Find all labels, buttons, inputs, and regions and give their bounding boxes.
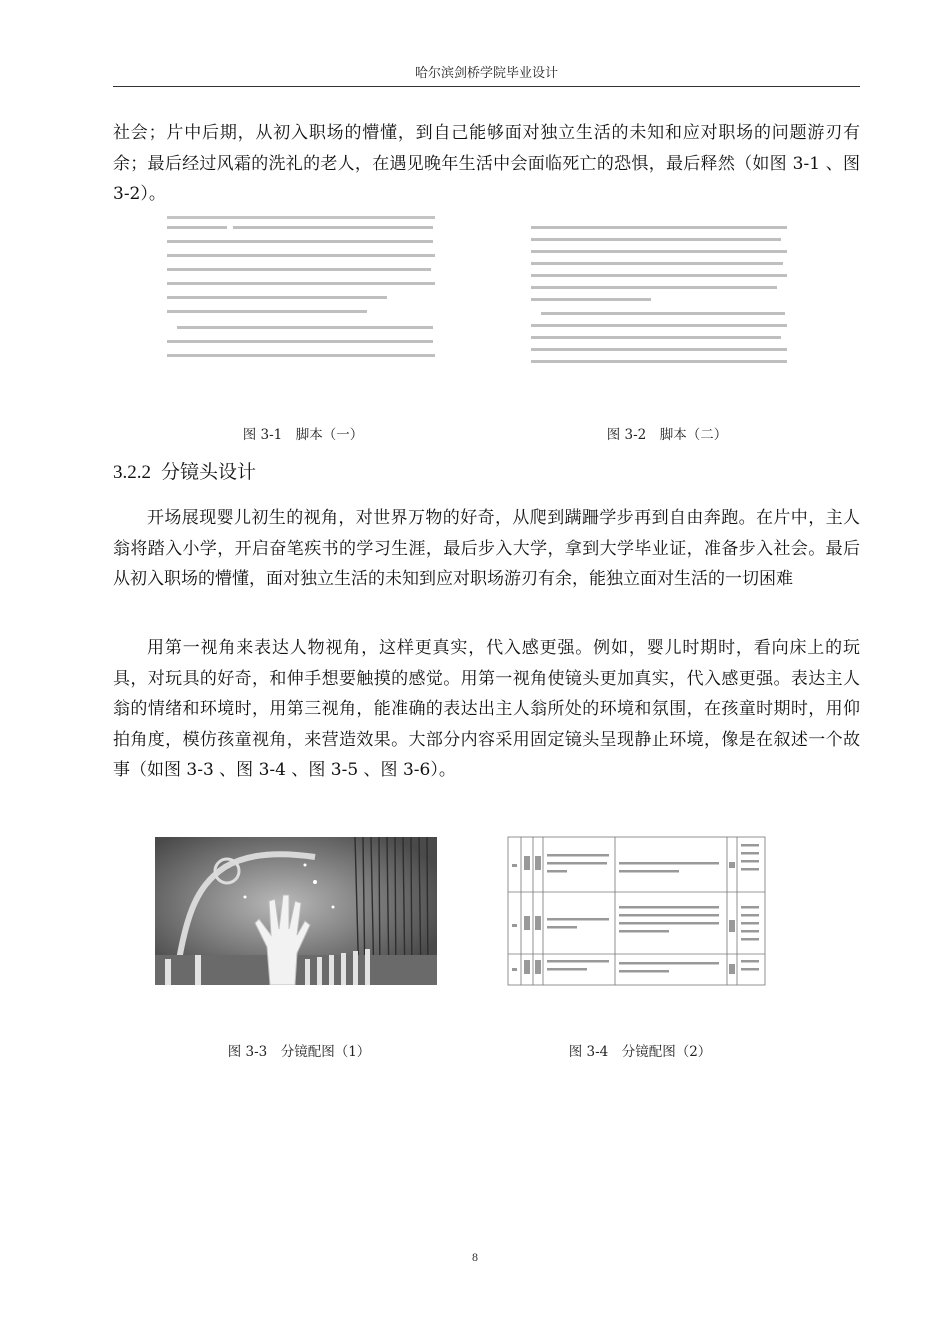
figure-caption-3-3: 图 3-3 分镜配图（1） xyxy=(227,1044,371,1060)
storyboard-image-2 xyxy=(507,836,766,986)
script-image-2 xyxy=(527,224,791,372)
section-heading xyxy=(113,457,256,484)
page-number: 8 xyxy=(472,1250,478,1264)
storyboard-image-1 xyxy=(155,837,437,985)
section-title: 分镜头设计 xyxy=(161,461,257,483)
figure-caption-3-1: 图 3-1 脚本（一） xyxy=(242,427,364,443)
figure-caption-3-2: 图 3-2 脚本（二） xyxy=(606,427,728,443)
paragraph-2: 开场展现婴儿初生的视角，对世界万物的好奇，从爬到蹒跚学步再到自由奔跑。在片中，主人翁将踏入小学，开启奋笔疾书的学习生涯，最后步入大学，拿到大学毕业证，准备步入社会。最后从初入职场的懵懂，面对独立生活的未知到应对职场游刃有余，能独立面对生活的一切困难 xyxy=(113,508,860,589)
figure-caption-3-4: 图 3-4 分镜配图（2） xyxy=(568,1044,712,1060)
header-rule xyxy=(113,86,860,87)
paragraph-1: 社会；片中后期，从初入职场的懵懂，到自己能够面对独立生活的未知和应对职场的问题游刃有余；最后经过风霜的洗礼的老人，在遇见晚年生活中会面临死亡的恐惧，最后释然（如图 3-1 、图 3-2）。 xyxy=(113,123,860,204)
paragraph-3: 用第一视角来表达人物视角，这样更真实，代入感更强。例如，婴儿时期时，看向床上的玩具，对玩具的好奇，和伸手想要触摸的感觉。用第一视角使镜头更加真实，代入感更强。表达主人翁的情绪和环境时，用第三视角，能准确的表达出主人翁所处的环境和氛围，在孩童时期时，用仰拍角度，模仿孩童视角，来营造效果。大部分内容采用固定镜头呈现静止环境，像是在叙述一个故事（如图 3-3 、图 3-4 、图 3-5 、图 3-6）。 xyxy=(113,638,860,780)
script-image-1 xyxy=(163,214,441,368)
page-header: 哈尔滨剑桥学院毕业设计 xyxy=(414,66,558,81)
section-number: 3.2.2 xyxy=(113,462,151,483)
